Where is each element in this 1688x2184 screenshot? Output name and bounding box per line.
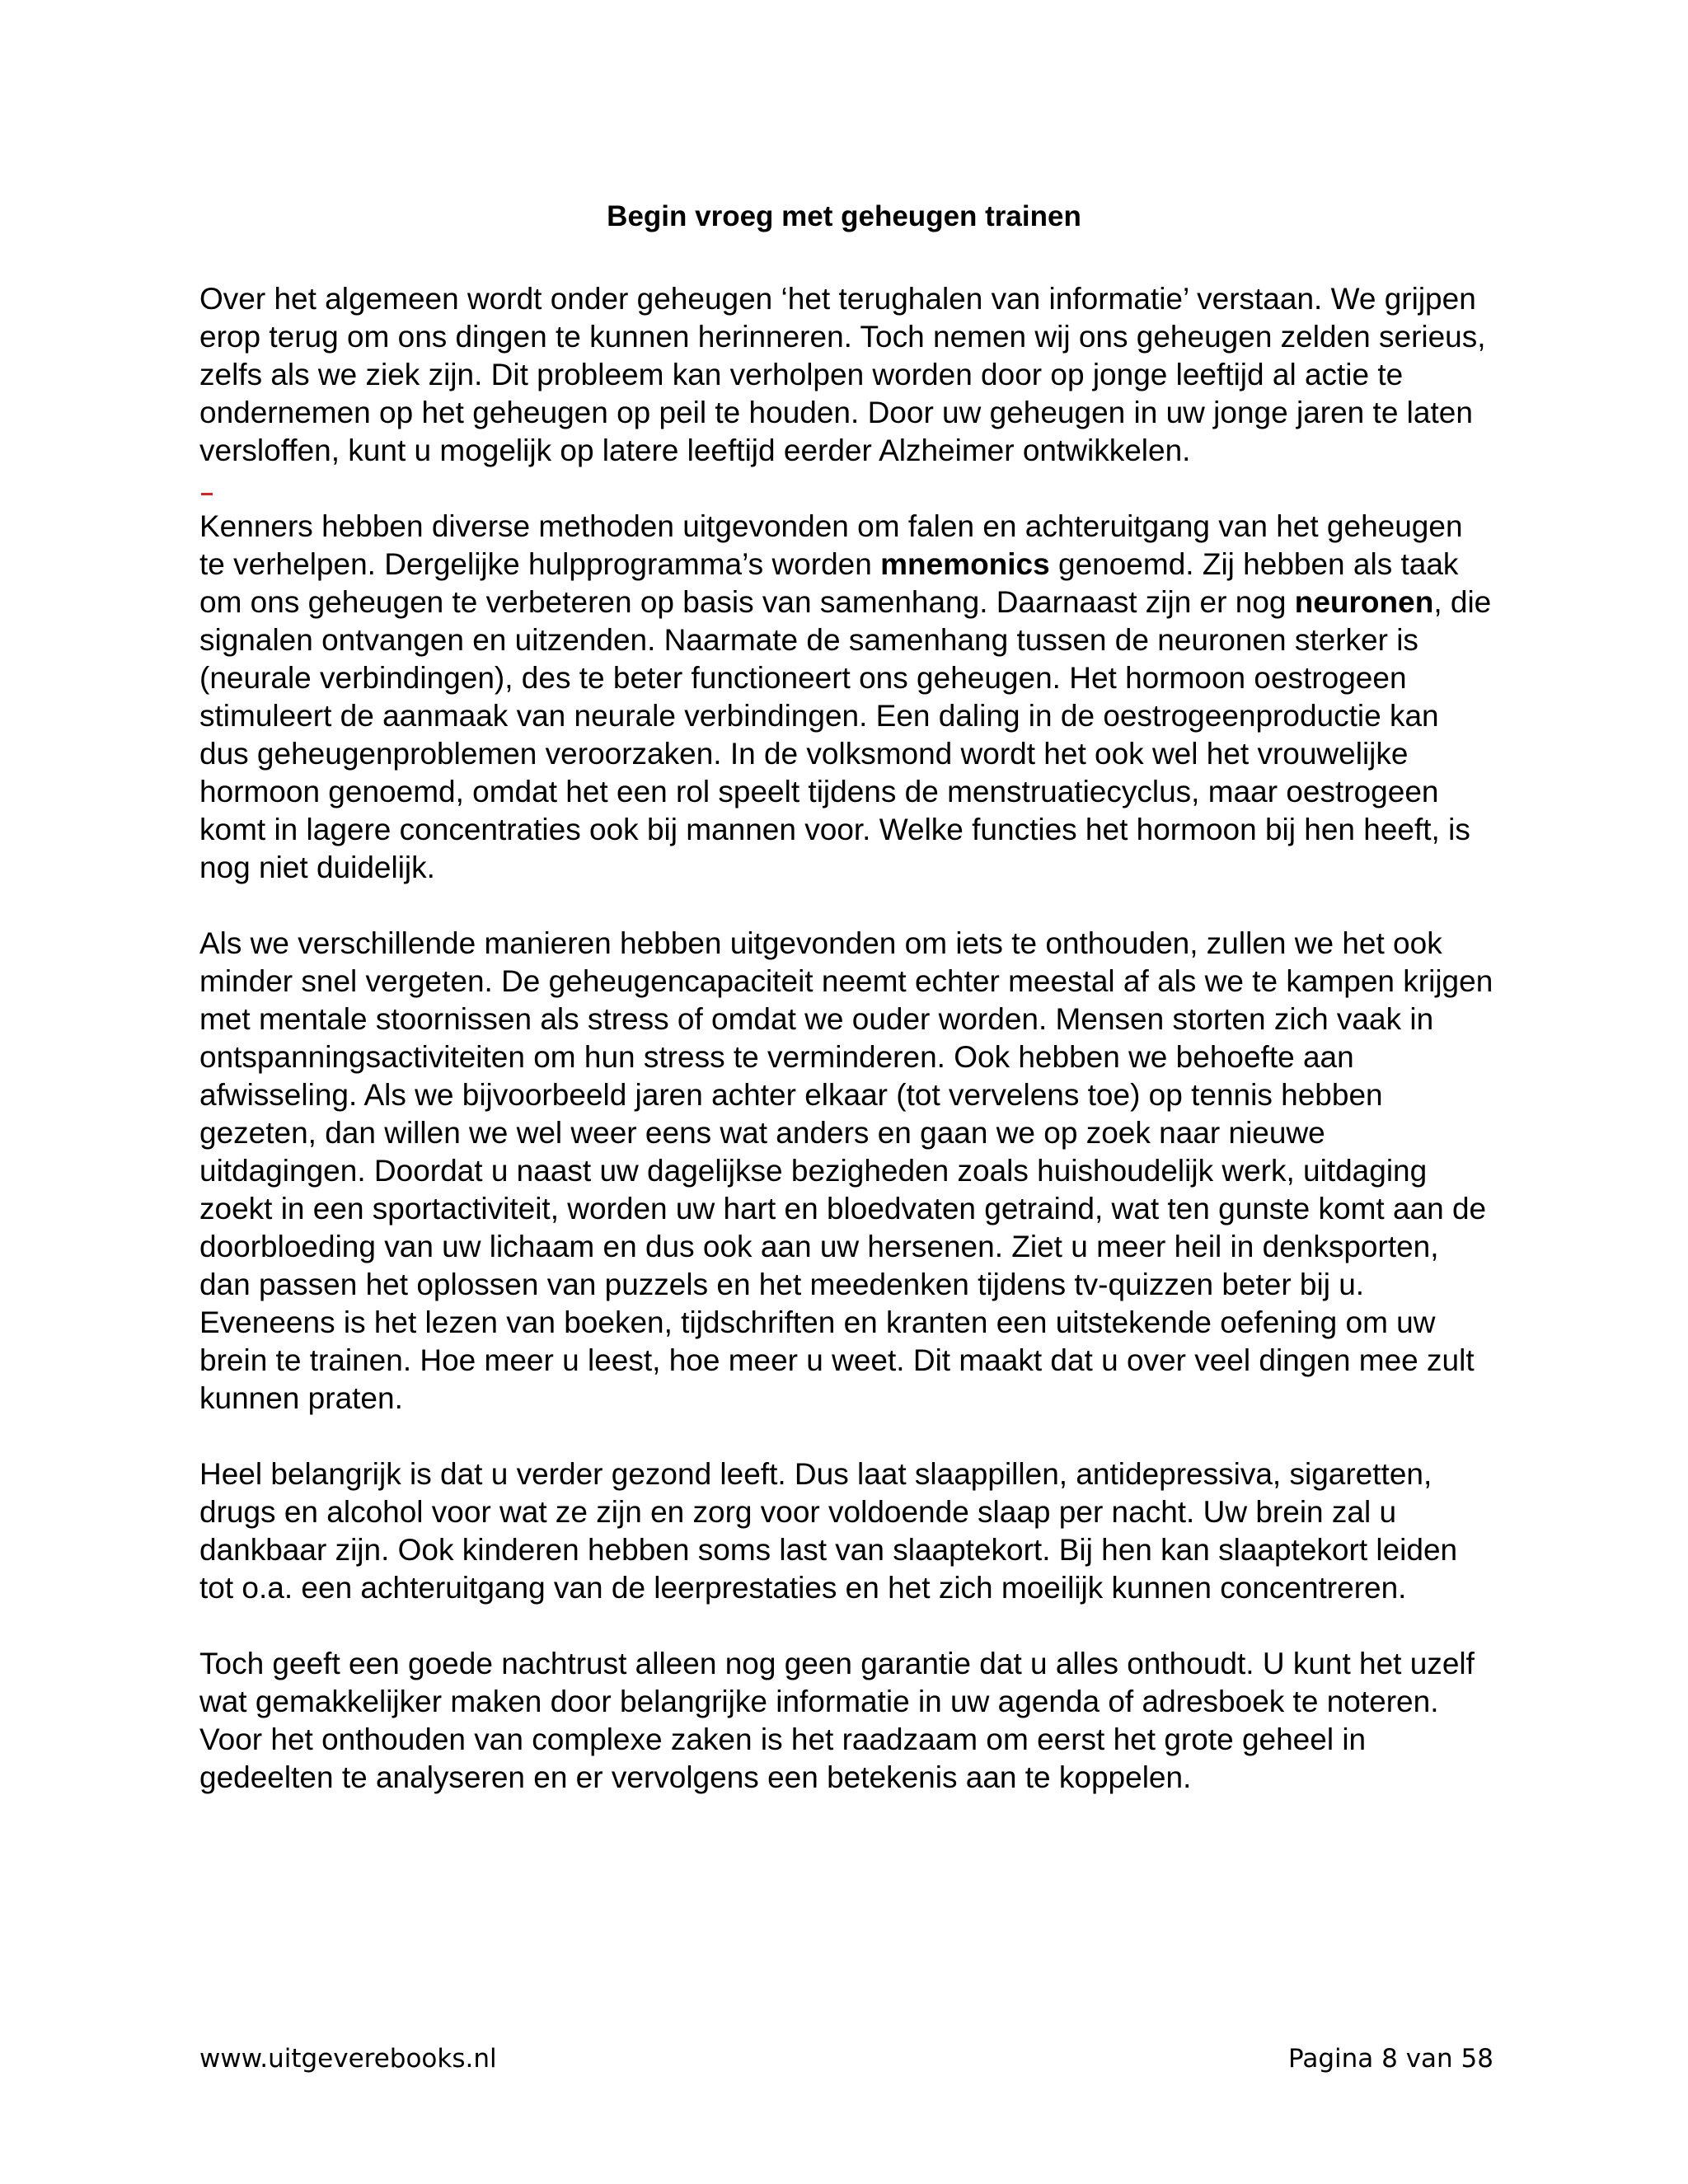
paragraph-2: Kenners hebben diverse methoden uitgevonden om falen en achteruitgang van het geheugen te verhelpen. Dergelijke hulpprogramma’s worden mnemonics genoemd. Zij hebben als taak om ons geheugen te verbeteren op basis van samenhang. Daarnaast zijn er nog neuronen, die signalen ontvangen en uitzenden. Naarmate de samenhang tussen de neuronen sterker is (neurale verbindingen), des te beter functioneert ons geheugen. Het hormoon oestrogeen stimuleert de aanmaak van neurale verbindingen. Een daling in de oestrogeenproductie kan dus geheugenproblemen veroorzaken. In de volksmond wordt het ook wel het vrouwelijke hormoon genoemd, omdat het een rol speelt tijdens de menstruatiecyclus, maar oestrogeen komt in lagere concentraties ook bij mannen voor. Welke functies het hormoon bij hen heeft, is nog niet duidelijk. bbox=[199, 509, 1492, 884]
footer-website: www.uitgeverebooks.nl bbox=[199, 2044, 497, 2074]
term-neuronen: neuronen bbox=[1294, 585, 1434, 619]
paragraph-3: Als we verschillende manieren hebben uitgevonden om iets te onthouden, zullen we het ook minder snel vergeten. De geheugencapaciteit neemt echter meestal af als we te kampen krijgen met mentale stoornissen als stress of omdat we ouder worden. Mensen storten zich vaak in ontspanningsactiviteiten om hun stress te verminderen. Ook hebben we behoefte aan afwisseling. Als we bijvoorbeeld jaren achter elkaar (tot vervelens toe) op tennis hebben gezeten, dan willen we wel weer eens wat anders en gaan we op zoek naar nieuwe uitdagingen. Doordat u naast uw dagelijkse bezigheden zoals huishoudelijk werk, uitdaging zoekt in een sportactiviteit, worden uw hart en bloedvaten getraind, wat ten gunste komt aan de doorbloeding van uw lichaam en dus ook aan uw hersenen. Ziet u meer heil in denksporten, dan passen het oplossen van puzzels en het meedenken tijdens tv-quizzen beter bij u. Eveneens is het lezen van boeken, tijdschriften en kranten een uitstekende oefening om uw brein te trainen. Hoe meer u leest, hoe meer u weet. Dit maakt dat u over veel dingen mee zult kunnen praten. bbox=[199, 926, 1493, 1415]
paragraph-1: Over het algemeen wordt onder geheugen ‘het terughalen van informatie’ verstaan. We grijpen erop terug om ons dingen te kunnen herinneren. Toch nemen wij ons geheugen zelden serieus, zelfs als we ziek zijn. Dit probleem kan verholpen worden door op jonge leeftijd al actie te ondernemen op het geheugen op peil te houden. Door uw geheugen in uw jonge jaren te laten versloffen, kunt u mogelijk op latere leeftijd eerder Alzheimer ontwikkelen. bbox=[199, 282, 1486, 467]
red-edit-mark bbox=[201, 493, 213, 495]
term-mnemonics: mnemonics bbox=[880, 547, 1050, 581]
body-text bbox=[199, 280, 1493, 1835]
paragraph-4: Heel belangrijk is dat u verder gezond leeft. Dus laat slaappillen, antidepressiva, sigaretten, drugs en alcohol voor wat ze zijn en zorg voor voldoende slaap per nacht. Uw brein zal u dankbaar zijn. Ook kinderen hebben soms last van slaaptekort. Bij hen kan slaaptekort leiden tot o.a. een achteruitgang van de leerprestaties en het zich moeilijk kunnen concentreren. bbox=[199, 1457, 1458, 1605]
paragraph-5: Toch geeft een goede nachtrust alleen nog geen garantie dat u alles onthoudt. U kunt het uzelf wat gemakkelijker maken door belangrijke informatie in uw agenda of adresboek te noteren. Voor het onthouden van complexe zaken is het raadzaam om eerst het grote geheel in gedeelten te analyseren en er vervolgens een betekenis aan te koppelen. bbox=[199, 1647, 1475, 1794]
footer-page-number: Pagina 8 van 58 bbox=[1288, 2044, 1493, 2074]
page-title: Begin vroeg met geheugen trainen bbox=[607, 200, 1081, 232]
